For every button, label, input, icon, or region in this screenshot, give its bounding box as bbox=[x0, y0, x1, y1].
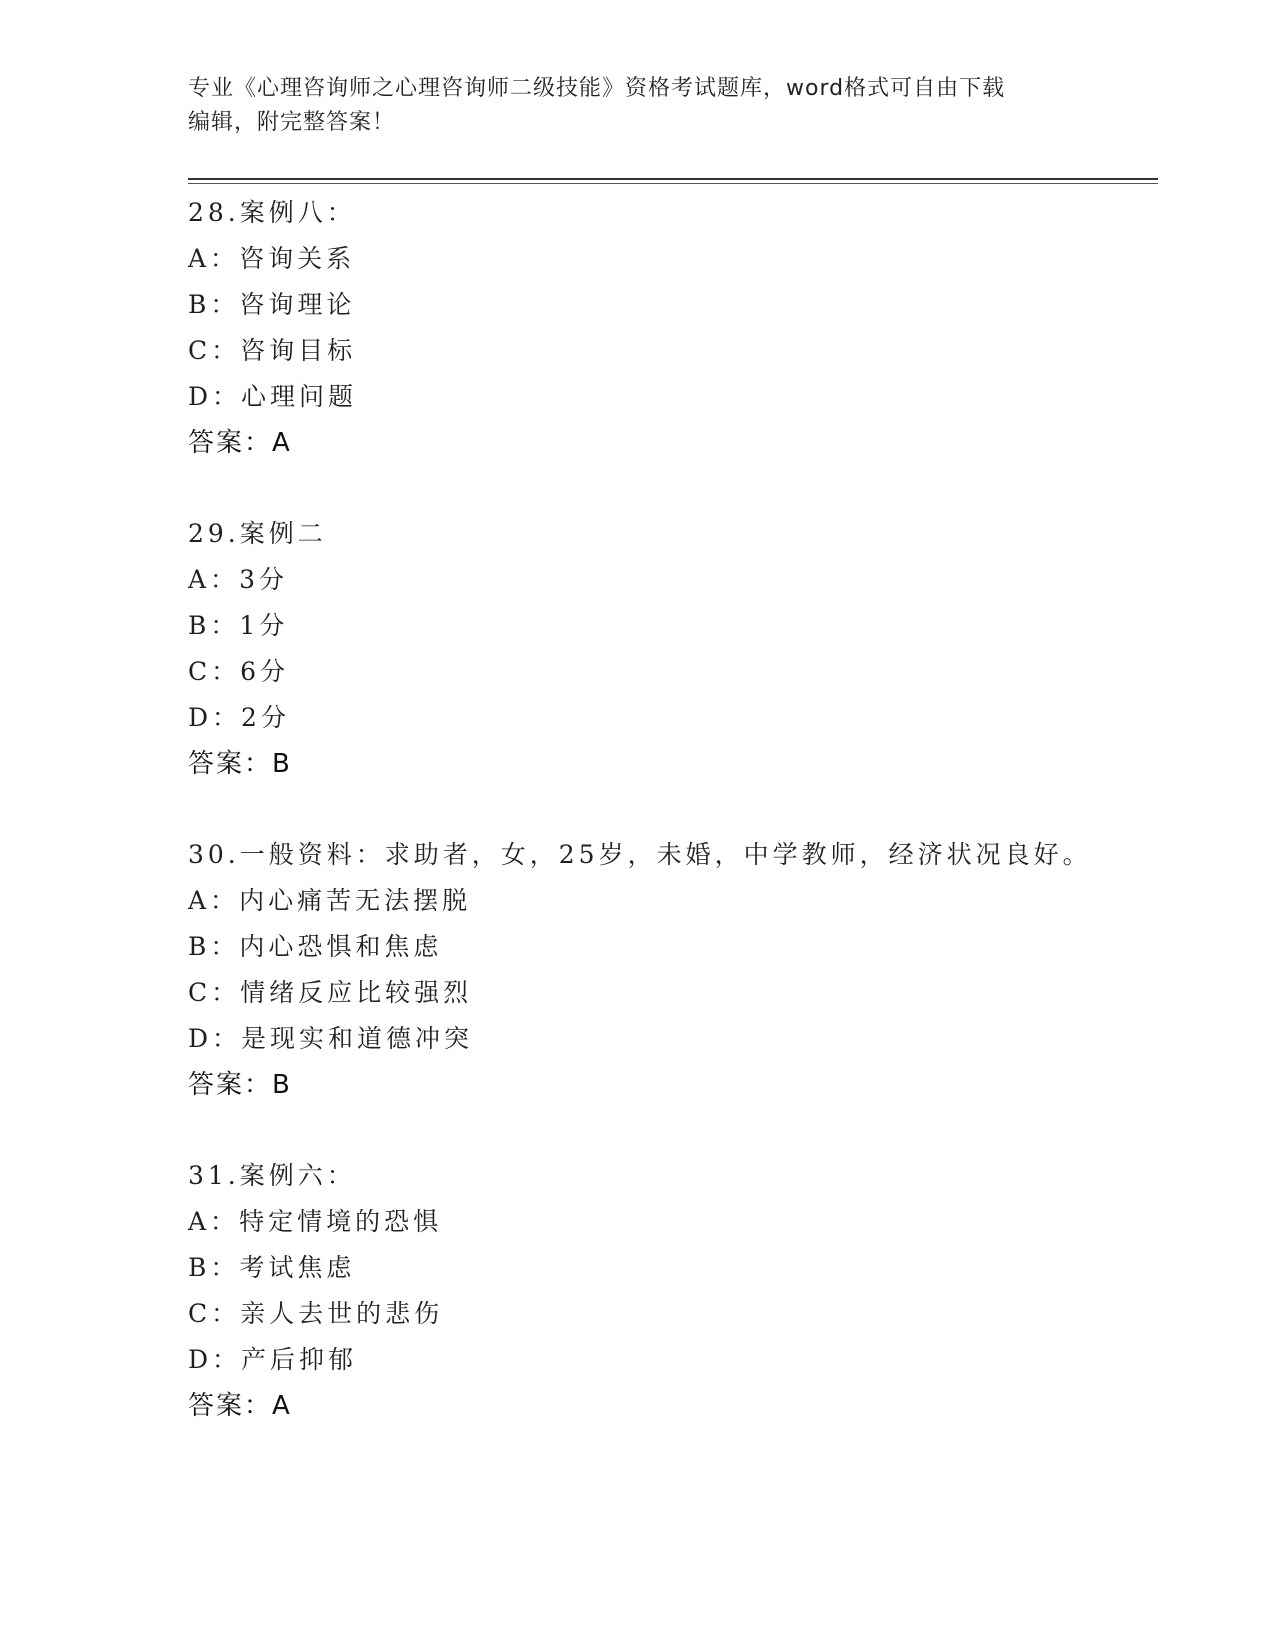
answer-line: 答案：B bbox=[188, 749, 292, 779]
option-letter: A： bbox=[188, 886, 240, 915]
option-d bbox=[188, 1016, 1158, 1062]
option-letter: A： bbox=[188, 565, 240, 594]
option-letter: A： bbox=[188, 244, 240, 273]
question-stem: 30.一般资料：求助者，女，25岁，未婚，中学教师，经济状况良好。 bbox=[188, 840, 1092, 869]
option-text: 特定情境的恐惧 bbox=[239, 1207, 443, 1236]
option-a bbox=[188, 557, 1158, 603]
option-text: 咨询理论 bbox=[239, 290, 356, 319]
option-letter: D： bbox=[188, 1345, 242, 1374]
option-b bbox=[188, 1245, 1158, 1291]
option-c bbox=[188, 1291, 1158, 1337]
header-line-1: 专业《心理咨询师之心理咨询师二级技能》资格考试题库，word格式可自由下载 bbox=[188, 76, 1006, 101]
option-letter: B： bbox=[188, 611, 240, 640]
question-stem: 28.案例八： bbox=[188, 198, 356, 227]
option-text: 咨询关系 bbox=[239, 244, 356, 273]
header-divider-thin bbox=[188, 183, 1158, 184]
option-letter: D： bbox=[188, 382, 242, 411]
option-letter: B： bbox=[188, 932, 240, 961]
question-30 bbox=[188, 832, 1158, 1108]
option-letter: D： bbox=[188, 1024, 242, 1053]
option-a bbox=[188, 878, 1158, 924]
question-29 bbox=[188, 511, 1158, 787]
option-text: 2分 bbox=[241, 703, 290, 732]
option-letter: B： bbox=[188, 1253, 240, 1282]
header-divider-thick bbox=[188, 178, 1158, 180]
option-d bbox=[188, 1337, 1158, 1383]
option-text: 内心恐惧和焦虑 bbox=[239, 932, 443, 961]
question-list bbox=[188, 190, 1158, 1474]
answer-line: 答案：B bbox=[188, 1070, 292, 1100]
option-a bbox=[188, 236, 1158, 282]
option-text: 3分 bbox=[239, 565, 288, 594]
option-text: 产后抑郁 bbox=[241, 1345, 358, 1374]
option-c bbox=[188, 970, 1158, 1016]
option-text: 考试焦虑 bbox=[239, 1253, 356, 1282]
option-b bbox=[188, 603, 1158, 649]
option-text: 1分 bbox=[239, 611, 289, 640]
option-c bbox=[188, 649, 1158, 695]
option-text: 情绪反应比较强烈 bbox=[240, 978, 473, 1007]
option-letter: C： bbox=[188, 978, 241, 1007]
option-text: 6分 bbox=[240, 657, 290, 686]
header-line-2: 编辑，附完整答案！ bbox=[188, 110, 396, 135]
option-d bbox=[188, 695, 1158, 741]
question-stem: 31.案例六： bbox=[188, 1161, 356, 1190]
option-letter: A： bbox=[188, 1207, 240, 1236]
question-31 bbox=[188, 1153, 1158, 1429]
option-d bbox=[188, 374, 1158, 420]
option-text: 内心痛苦无法摆脱 bbox=[239, 886, 472, 915]
option-a bbox=[188, 1199, 1158, 1245]
option-b bbox=[188, 282, 1158, 328]
option-letter: B： bbox=[188, 290, 240, 319]
option-text: 亲人去世的悲伤 bbox=[240, 1299, 444, 1328]
option-letter: C： bbox=[188, 657, 241, 686]
answer-line: 答案：A bbox=[188, 428, 292, 458]
document-header bbox=[188, 72, 1088, 140]
question-stem: 29.案例二 bbox=[188, 519, 327, 548]
option-text: 是现实和道德冲突 bbox=[241, 1024, 474, 1053]
option-letter: C： bbox=[188, 336, 241, 365]
option-text: 咨询目标 bbox=[240, 336, 357, 365]
option-letter: C： bbox=[188, 1299, 241, 1328]
option-b bbox=[188, 924, 1158, 970]
option-letter: D： bbox=[188, 703, 242, 732]
option-text: 心理问题 bbox=[241, 382, 358, 411]
answer-line: 答案：A bbox=[188, 1391, 292, 1421]
question-28 bbox=[188, 190, 1158, 466]
option-c bbox=[188, 328, 1158, 374]
